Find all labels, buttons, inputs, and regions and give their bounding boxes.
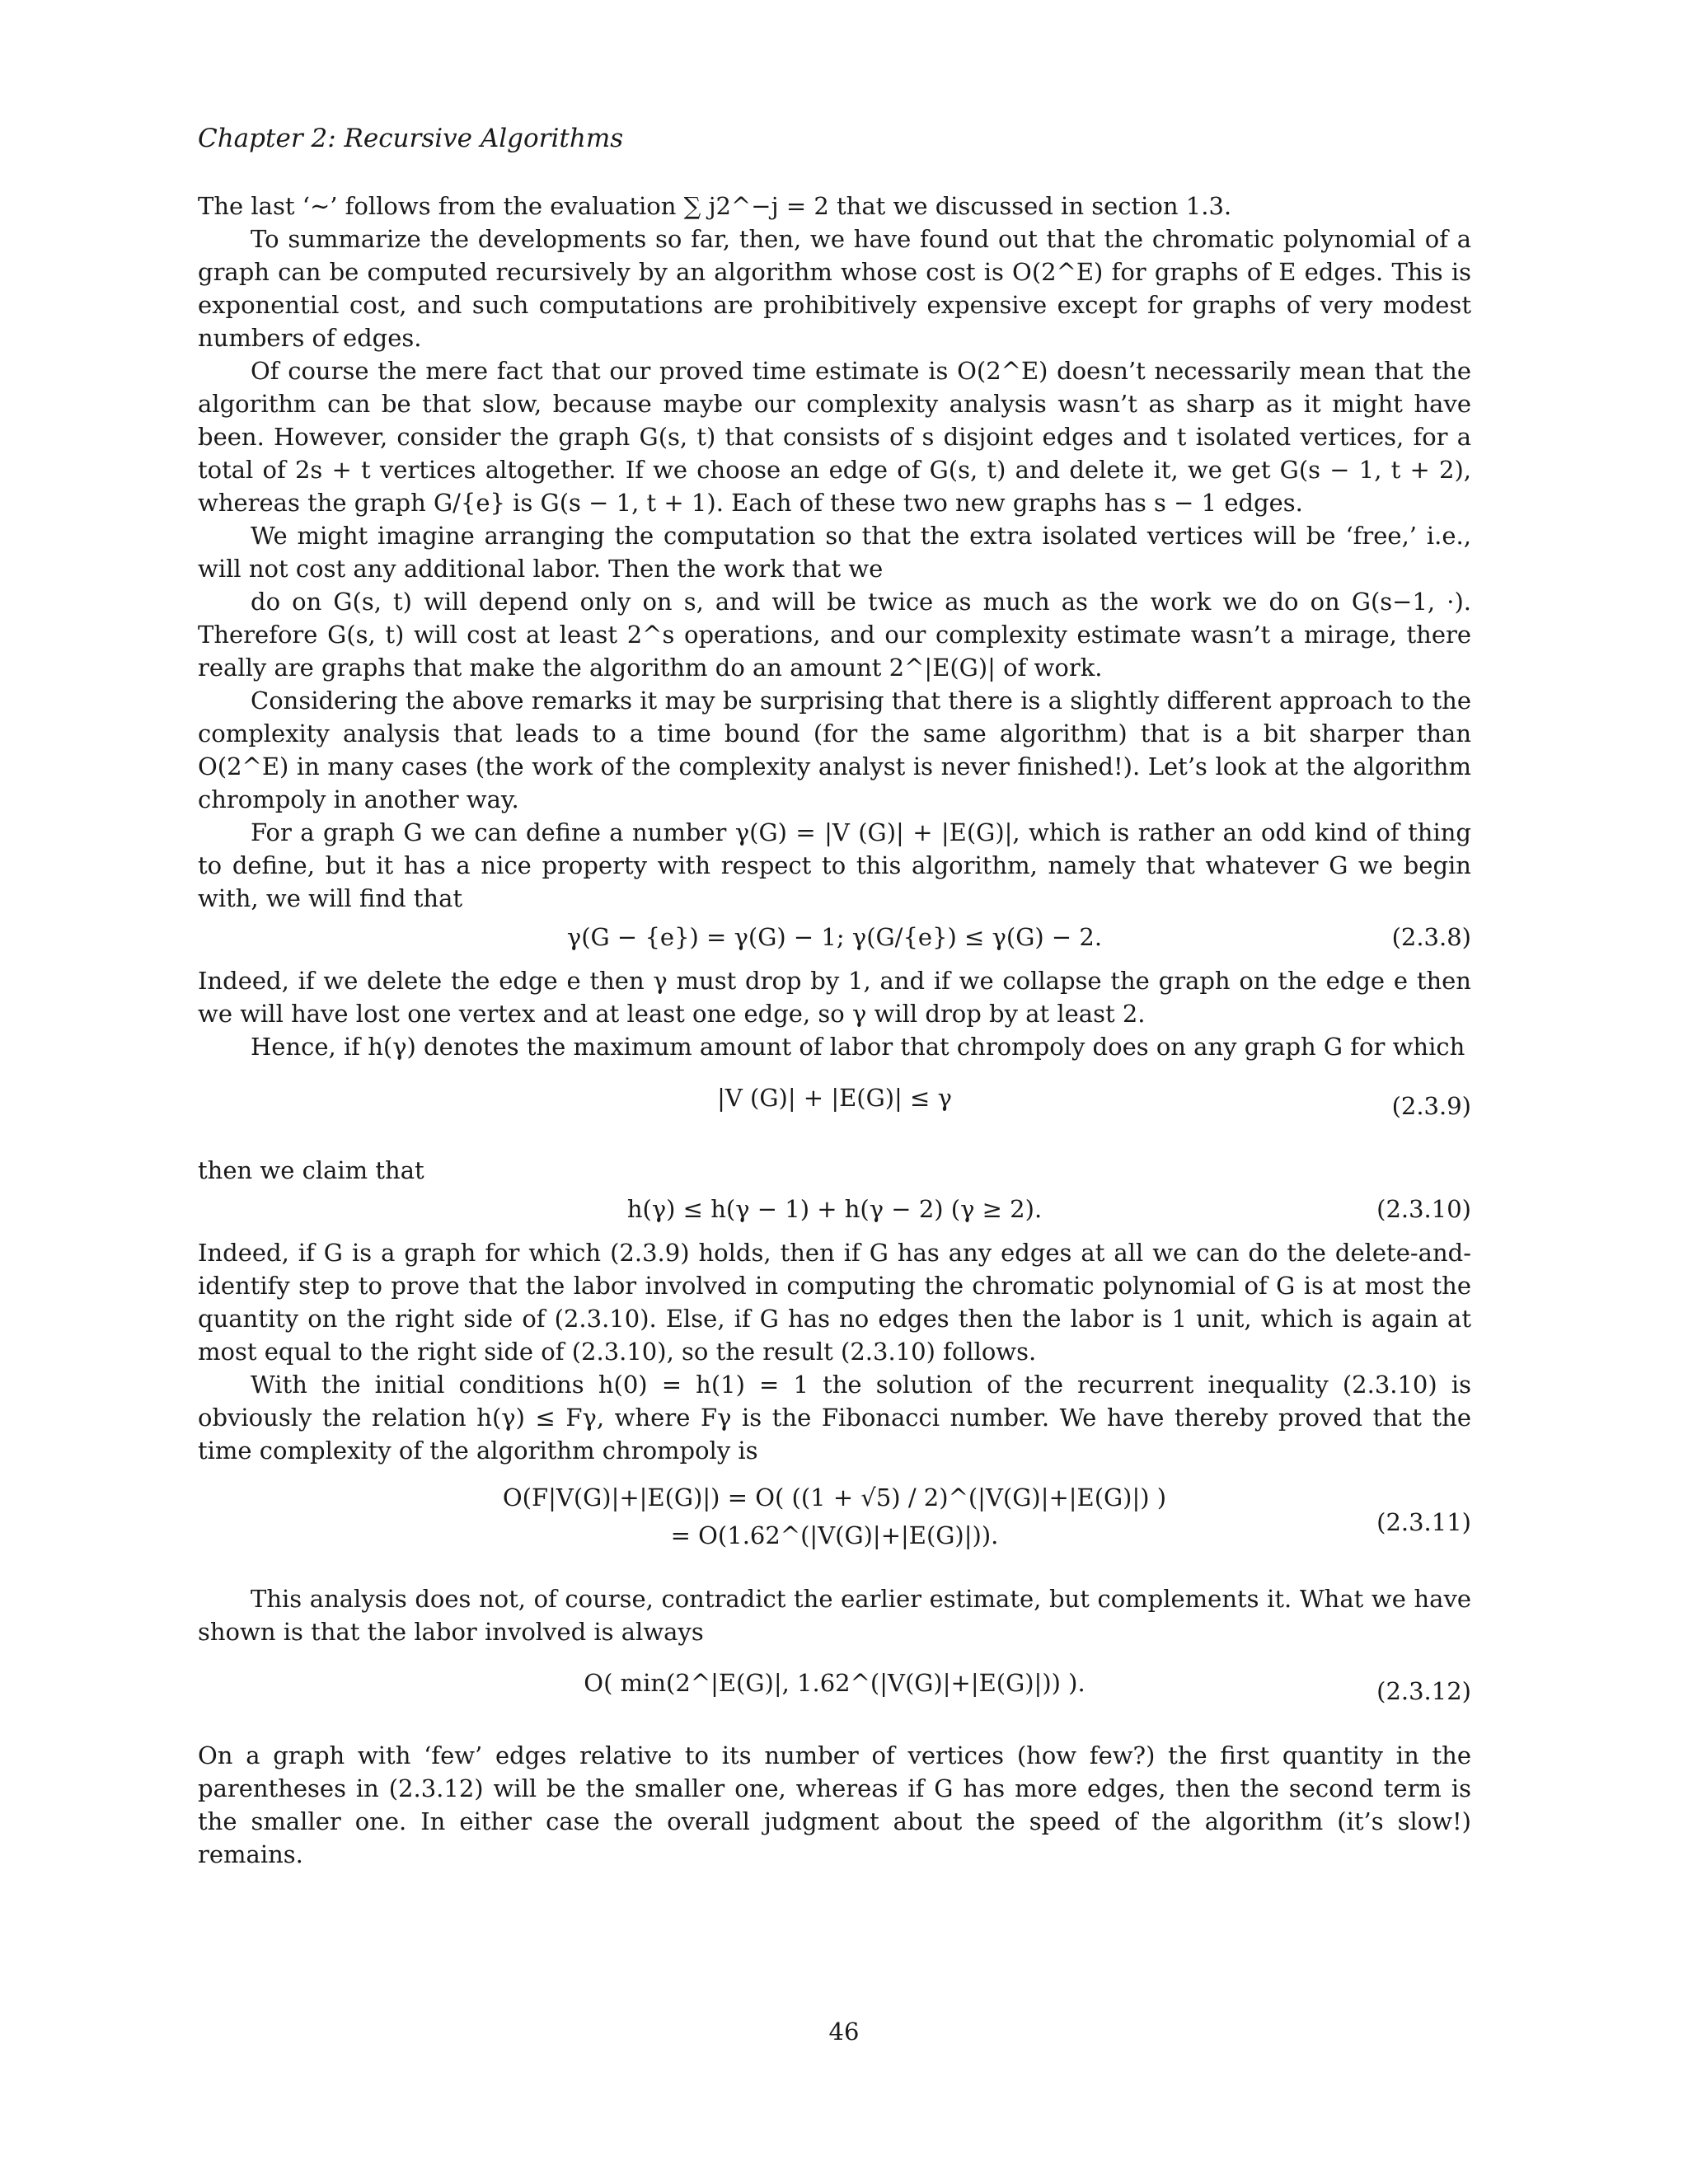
paragraph: The last ‘∼’ follows from the evaluation ∑ j2^−j = 2 that we discussed in section 1.3.	[198, 192, 1232, 220]
page-number: 46	[828, 2018, 860, 2046]
paragraph: With the initial conditions h(0) = h(1) = 1 the solution of the recurrent inequality (2.3.10) is obviously the relation h(γ) ≤ Fγ, where Fγ is the Fibonacci number. We have thereby proved that the time complexity of the algorithm chrompoly is	[198, 1371, 1471, 1465]
paragraph: then we claim that	[198, 1156, 424, 1184]
equation-number: (2.3.10)	[1376, 1195, 1471, 1223]
paragraph: This analysis does not, of course, contradict the earlier estimate, but complements it. What we have shown is that the labor involved is always	[198, 1585, 1471, 1646]
equation-number: (2.3.9)	[1391, 1092, 1471, 1120]
equation-body: γ(G − {e}) = γ(G) − 1; γ(G/{e}) ≤ γ(G) − 2.	[566, 923, 1103, 951]
paragraph: Indeed, if we delete the edge e then γ must drop by 1, and if we collapse the graph on the edge e then we will have lost one vertex and at least one edge, so γ will drop by at least 2.	[198, 967, 1471, 1028]
paragraph: To summarize the developments so far, then, we have found out that the chromatic polynomial of a graph can be computed recursively by an algorithm whose cost is O(2^E) for graphs of E edges. This is exponential cost, and such computations are prohibitively expensive except for graphs of very modest numbers of edges.	[198, 225, 1471, 352]
equation-body: |V (G)| + |E(G)| ≤ γ	[717, 1084, 952, 1112]
running-header: Chapter 2: Recursive Algorithms	[198, 124, 624, 153]
paragraph: For a graph G we can define a number γ(G) = |V (G)| + |E(G)|, which is rather an odd kind of thing to define, but it has a nice property with respect to this algorithm, namely that whatever G we begin with, we will find that	[198, 818, 1471, 912]
equation-2-3-9	[198, 1063, 1471, 1154]
paragraph: On a graph with ‘few’ edges relative to its number of vertices (how few?) the first quantity in the parentheses in (2.3.12) will be the smaller one, whereas if G has more edges, then the second term is the smaller one. In either case the overall judgment about the speed of the algorithm (it’s slow!) remains.	[198, 1741, 1471, 1868]
equation-number: (2.3.12)	[1376, 1677, 1471, 1705]
paragraph: Of course the mere fact that our proved time estimate is O(2^E) doesn’t necessarily mean that the algorithm can be that slow, because maybe our complexity analysis wasn’t as sharp as it might have been. However, consider the graph G(s, t) that consists of s disjoint edges and t isolated vertices, for a total of 2s + t vertices altogether. If we choose an edge of G(s, t) and delete it, we get G(s − 1, t + 2), whereas the graph G/{e} is G(s − 1, t + 1). Each of these two new graphs has s − 1 edges.	[198, 357, 1471, 517]
paragraph: We might imagine arranging the computation so that the extra isolated vertices will be ‘free,’ i.e., will not cost any additional labor. Then the work that we	[198, 522, 1471, 583]
equation-number: (2.3.8)	[1391, 923, 1471, 951]
page	[198, 124, 1471, 1871]
paragraph: Considering the above remarks it may be surprising that there is a slightly different approach to the complexity analysis that leads to a time bound (for the same algorithm) that is a bit sharper than O(2^E) in many cases (the work of the complexity analyst is never finished!). Let’s look at the algorithm chrompoly in another way.	[198, 687, 1471, 813]
equation-line: O(F|V(G)|+|E(G)|) = O( ((1 + √5) / 2)^(|V(G)|+|E(G)|) )	[502, 1483, 1167, 1511]
paragraph: Hence, if h(γ) denotes the maximum amount of labor that chrompoly does on any graph G for which	[251, 1033, 1465, 1061]
equation-body: O( min(2^|E(G)|, 1.62^(|V(G)|+|E(G)|)) ).	[584, 1669, 1085, 1697]
paragraph: Indeed, if G is a graph for which (2.3.9) holds, then if G has any edges at all we can do the delete-and-identify step to prove that the labor involved in computing the chromatic polynomial of G is at most the quantity on the right side of (2.3.10). Else, if G has no edges then the labor is 1 unit, which is again at most equal to the right side of (2.3.10), so the result (2.3.10) follows.	[198, 1239, 1471, 1366]
equation-body	[198, 1483, 1471, 1549]
equation-body: h(γ) ≤ h(γ − 1) + h(γ − 2) (γ ≥ 2).	[626, 1195, 1043, 1223]
equation-2-3-12	[198, 1648, 1471, 1739]
equation-2-3-10	[198, 1187, 1471, 1236]
equation-2-3-8	[198, 915, 1471, 964]
equation-2-3-11	[198, 1467, 1471, 1582]
equation-number: (2.3.11)	[1376, 1508, 1471, 1536]
paragraph: do on G(s, t) will depend only on s, and will be twice as much as the work we do on G(s−1, ·). Therefore G(s, t) will cost at least 2^s operations, and our complexity estimate wasn’t a mirage, there really are graphs that make the algorithm do an amount 2^|E(G)| of work.	[198, 588, 1471, 682]
equation-line: = O(1.62^(|V(G)|+|E(G)|)).	[670, 1521, 999, 1549]
